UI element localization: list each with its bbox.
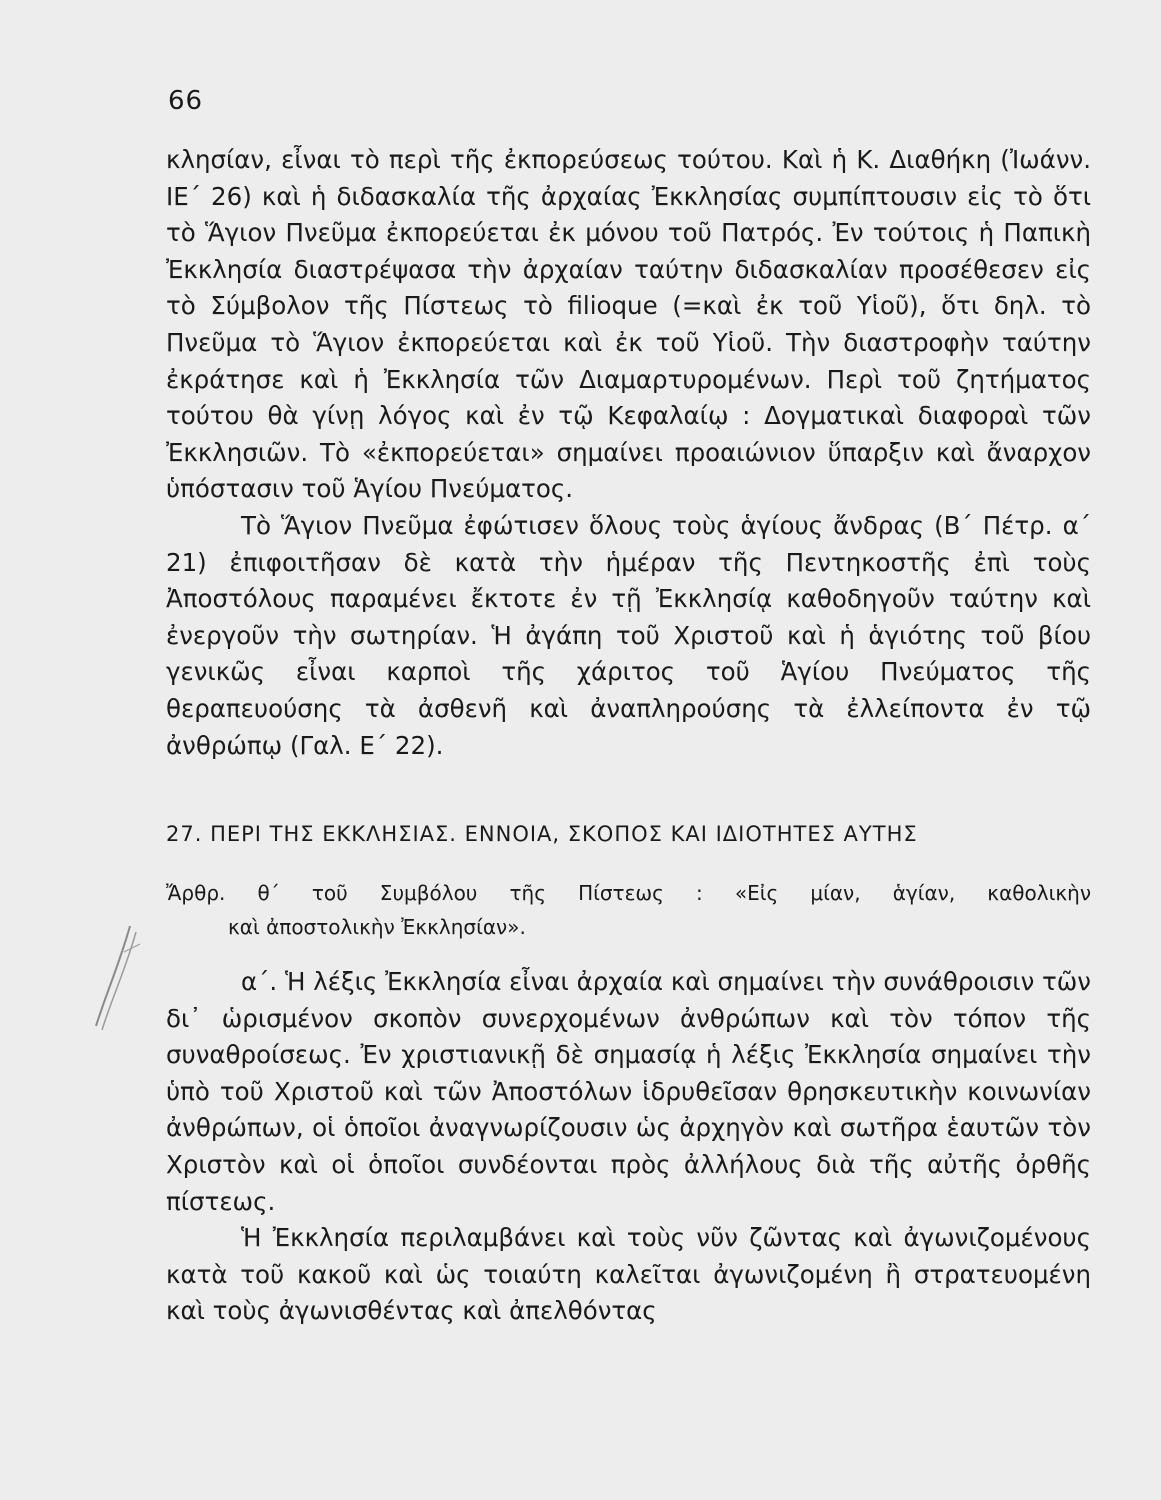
article-line: καὶ ἀποστολικὴν Ἐκκλησίαν». [228, 915, 526, 939]
section-heading: 27. ΠΕΡΙ ΤΗΣ ΕΚΚΛΗΣΙΑΣ. ΕΝΝΟΙΑ, ΣΚΟΠΟΣ ΚΑΙ ΙΔΙΟΤΗΤΕΣ ΑΥΤΗΣ [166, 822, 918, 846]
margin-pencil-mark [90, 922, 150, 1032]
creed-article-quote [166, 876, 1091, 944]
article-line: Ἄρθρ. θ΄ τοῦ Συμβόλου τῆς Πίστεως : «Εἰς μίαν, ἁγίαν, καθολικὴν [166, 881, 1091, 905]
page-number: 66 [168, 86, 204, 116]
paragraph: α΄. Ἡ λέξις Ἐκκλησία εἶναι ἀρχαία καὶ σημαίνει τὴν συνάθροισιν τῶν δι᾽ ὡρισμένον σκοπὸν συνερχομένων ἀνθρώπων καὶ τὸν τόπον τῆς συναθροίσεως. Ἐν χριστιανικῇ δὲ σημασίᾳ ἡ λέξις Ἐκκλησία σημαίνει τὴν ὑπὸ τοῦ Χριστοῦ καὶ τῶν Ἀποστόλων ἱδρυθεῖσαν θρησκευτικὴν κοινωνίαν ἀνθρώπων, οἱ ὁποῖοι ἀναγνωρίζουσιν ὡς ἀρχηγὸν καὶ σωτῆρα ἑαυτῶν τὸν Χριστὸν καὶ οἱ ὁποῖοι συνδέονται πρὸς ἀλλήλους διὰ τῆς αὐτῆς ὀρθῆς πίστεως. [166, 967, 1091, 1216]
paragraph: κλησίαν, εἶναι τὸ περὶ τῆς ἐκπορεύσεως τούτου. Καὶ ἡ Κ. Διαθήκη (Ἰωάνν. ΙΕ΄ 26) καὶ ἡ διδασκαλία τῆς ἀρχαίας Ἐκκλησίας συμπίπτουσιν εἰς τὸ ὅτι τὸ Ἅγιον Πνεῦμα ἐκπορεύεται ἐκ μόνου τοῦ Πατρός. Ἐν τούτοις ἡ Παπικὴ Ἐκκλησία διαστρέψασα τὴν ἀρχαίαν ταύτην διδασκαλίαν προσέθεσεν εἰς τὸ Σύμβολον τῆς Πίστεως τὸ filioque (=καὶ ἐκ τοῦ Υἱοῦ), ὅτι δηλ. τὸ Πνεῦμα τὸ Ἅγιον ἐκπορεύεται καὶ ἐκ τοῦ Υἱοῦ. Τὴν διαστροφὴν ταύτην ἐκράτησε καὶ ἡ Ἐκκλησία τῶν Διαμαρτυρομένων. Περὶ τοῦ ζητήματος τούτου θὰ γίνῃ λόγος καὶ ἐν τῷ Κεφαλαίῳ : Δογματικαὶ διαφοραὶ τῶν Ἐκκλησιῶν. Τὸ «ἐκπορεύεται» σημαίνει προαιώνιον ὕπαρξιν καὶ ἄναρχον ὑπόστασιν τοῦ Ἁγίου Πνεύματος. [166, 145, 1091, 504]
body-text-top [166, 142, 1091, 764]
paragraph: Ἡ Ἐκκλησία περιλαμβάνει καὶ τοὺς νῦν ζῶντας καὶ ἀγωνιζομένους κατὰ τοῦ κακοῦ καὶ ὡς τοιαύτη καλεῖται ἀγωνιζομένη ἢ στρατευομένη καὶ τοὺς ἀγωνισθέντας καὶ ἀπελθόντας [166, 1223, 1091, 1326]
body-text-bottom [166, 964, 1091, 1330]
paragraph: Τὸ Ἅγιον Πνεῦμα ἐφώτισεν ὅλους τοὺς ἁγίους ἄνδρας (Β΄ Πέτρ. α΄ 21) ἐπιφοιτῆσαν δὲ κατὰ τὴν ἡμέραν τῆς Πεντηκοστῆς ἐπὶ τοὺς Ἀποστόλους παραμένει ἔκτοτε ἐν τῇ Ἐκκλησίᾳ καθοδηγοῦν ταύτην καὶ ἐνεργοῦν τὴν σωτηρίαν. Ἡ ἀγάπη τοῦ Χριστοῦ καὶ ἡ ἁγιότης τοῦ βίου γενικῶς εἶναι καρποὶ τῆς χάριτος τοῦ Ἁγίου Πνεύματος τῆς θεραπευούσης τὰ ἀσθενῆ καὶ ἀναπληρούσης τὰ ἐλλείποντα ἐν τῷ ἀνθρώπῳ (Γαλ. Ε΄ 22). [166, 510, 1091, 760]
